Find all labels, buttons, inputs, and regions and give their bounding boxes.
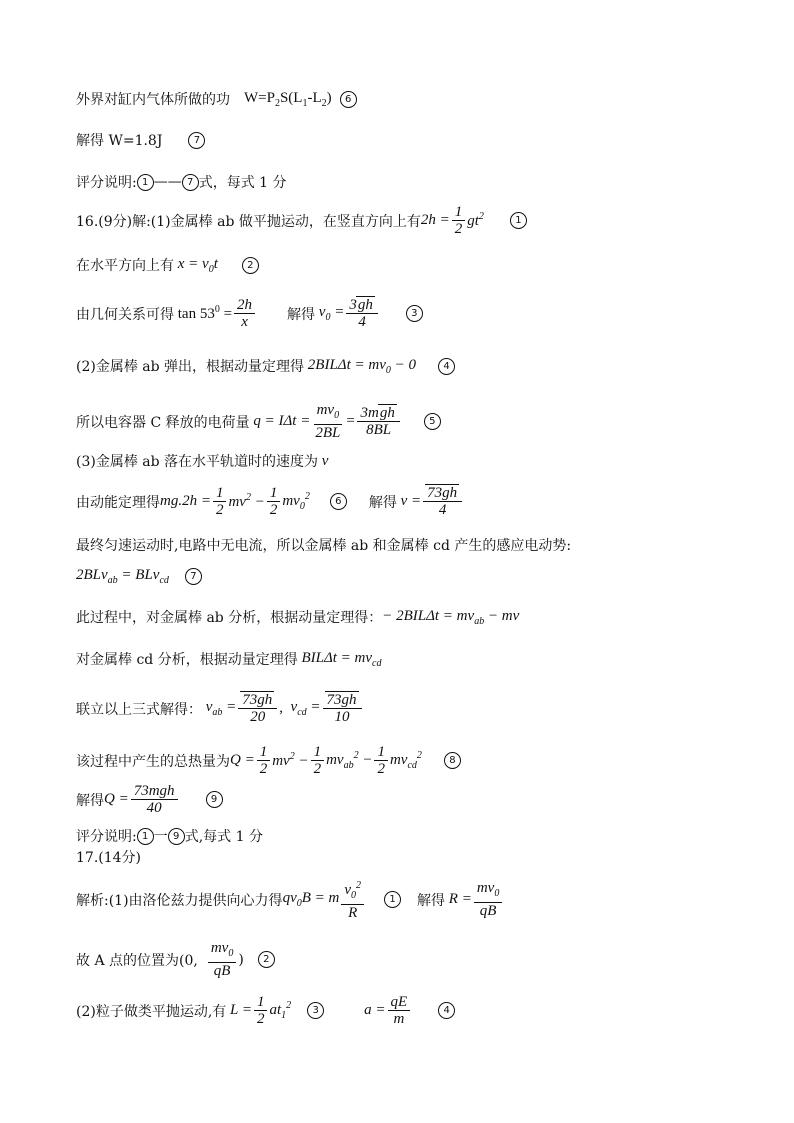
- dash: ——: [153, 174, 182, 190]
- text: 对金属棒 cd 分析，根据动量定理得: [76, 652, 298, 668]
- text: 在水平方向上有: [76, 258, 174, 274]
- line-solve-w: [76, 130, 205, 150]
- line-projectile: (2)粒子做类平抛运动,有 L = $\frac{1}{2}$ $at_1^2$ 3 a = $\frac{qE}{m}$ 4: [76, 994, 455, 1027]
- eq-marker-6: 6: [340, 91, 357, 108]
- text: (2)粒子做类平抛运动,有: [76, 1003, 227, 1020]
- fraction: $\frac{mv_0}{2BL}$: [315, 402, 341, 441]
- text: 此过程中，对金属棒 ab 分析，根据动量定理得：: [76, 610, 383, 626]
- eq-marker-7: 7: [185, 568, 202, 585]
- text: 外界对缸内气体所做的功: [76, 92, 230, 108]
- line-work-done: [76, 89, 357, 109]
- eq-marker-3: 3: [406, 305, 423, 322]
- dash: 一: [153, 829, 168, 845]
- line-scoring-1: [76, 172, 287, 192]
- fraction: $\frac{1}{2}$: [452, 204, 466, 237]
- text2: 解得: [417, 892, 446, 909]
- text: 16.(9分)解:(1)金属棒 ab 做平抛运动，在竖直方向上有: [76, 213, 421, 230]
- eq-marker-1: 1: [384, 891, 401, 908]
- eq-marker-5: 5: [424, 413, 441, 430]
- text: 联立以上三式解得：: [76, 701, 202, 718]
- formula: $x = v_0t$: [174, 255, 218, 275]
- eq-marker-9: 9: [168, 828, 185, 845]
- line-heat: 该过程中产生的总热量为 Q = $\frac{1}{2}$ $mv^2$ − $\frac{1}{2}$ $mv_{ab}^2$ − $\frac{1}{2}$ $mv_{cd}^2$ 8: [76, 744, 461, 777]
- tail: 式,每式 1 分: [184, 829, 263, 845]
- line-geometry: 由几何关系可得 $\tan 53^0$ = $\frac{2h}{x}$ 解得 $v_0$ = $\frac{3gh}{4}$ 3: [76, 297, 423, 330]
- formula: $2BIL\Delta t = mv_0 - 0$: [304, 356, 417, 376]
- fraction: $\frac{\text{3mgh}}{8BL}$: [357, 405, 399, 438]
- formula: $BIL\Delta t = mv_{cd}$: [297, 649, 382, 669]
- line-ab-momentum: [76, 607, 519, 627]
- line-q17-heading: [76, 847, 141, 867]
- line-q16-part1: 16.(9分)解:(1)金属棒 ab 做平抛运动，在竖直方向上有 2h = $\frac{1}{2}$ $gt^2$ 1: [76, 204, 527, 237]
- line-energy: 由动能定理得 mg.2h = $\frac{1}{2}$ $mv^2$ − $\frac{1}{2}$ $mv_0^2$ 6 解得 v = $\frac{73gh}{4}$: [76, 485, 464, 518]
- line-heat-result: 解得 Q = $\frac{\text{73mgh}}{40}$ 9: [76, 783, 223, 816]
- fraction: $\frac{3gh}{4}$: [346, 297, 378, 330]
- text: 评分说明:: [76, 829, 137, 845]
- close: ): [238, 951, 244, 968]
- eq-marker-3: 3: [307, 1002, 324, 1019]
- formula: $\tan 53^0$ =: [174, 304, 233, 322]
- text: 17.(14分): [76, 850, 142, 866]
- text: (2)金属棒 ab 弹出，根据动量定理得: [76, 359, 305, 375]
- eq-marker-9: 9: [206, 791, 223, 808]
- line-scoring-2: [76, 826, 263, 846]
- eq-marker-2: 2: [242, 257, 259, 274]
- formula: mg.2h =: [160, 493, 211, 509]
- line-lorentz: 解析:(1)由洛伦兹力提供向心力得 $qv_0B = m$ $\frac{v_0^2}{R}$ 1 解得 R = $\frac{mv_0}{qB}$: [76, 878, 504, 921]
- text: (3)金属棒 ab 落在水平轨道时的速度为: [76, 454, 319, 470]
- line-steady-state: [76, 535, 571, 555]
- text2: 解得: [368, 494, 397, 511]
- line-charge: 所以电容器 C 释放的电荷量 q = IΔt = $\frac{mv_0}{2BL}$ = $\frac{\text{3mgh}}{8BL}$ 5: [76, 402, 441, 441]
- eq-marker-4: 4: [438, 1002, 455, 1019]
- eq-marker-7: 7: [188, 132, 205, 149]
- eq-marker-1: 1: [137, 174, 154, 191]
- eq-marker-2: 2: [258, 951, 275, 968]
- eq-marker-4: 4: [438, 358, 455, 375]
- eq-marker-6: 6: [330, 493, 347, 510]
- text: 解得: [76, 792, 104, 809]
- formula: 2h =: [420, 212, 450, 228]
- formula: q = IΔt =: [249, 413, 311, 429]
- line-emf-equation: [76, 567, 202, 586]
- text: 由几何关系可得: [76, 306, 174, 323]
- tail: 式，每式 1 分: [198, 175, 287, 191]
- fraction: $\frac{2h}{x}$: [234, 297, 255, 330]
- line-momentum: [76, 356, 455, 376]
- text: 评分说明:: [76, 175, 137, 191]
- eq-marker-1: 1: [137, 828, 154, 845]
- line-point-a: 故 A 点的位置为(0, $\frac{mv_0}{qB}$ ) 2: [76, 940, 275, 979]
- formula: $W=P_2S(L_1-L_2)$: [244, 89, 332, 109]
- formula: − $2BIL\Delta t = mv_{ab}$ − mv: [382, 607, 520, 627]
- eq-marker-8: 8: [444, 752, 461, 769]
- text: 该过程中产生的总热量为: [76, 753, 230, 770]
- line-combined: 联立以上三式解得： $v_{ab}$ = $\frac{73gh}{20}$ , $v_{cd}$ = $\frac{73gh}{10}$: [76, 692, 364, 725]
- text: 解得 W=1.8J: [76, 133, 163, 149]
- line-cd-momentum: [76, 649, 382, 669]
- eq-marker-1: 1: [510, 212, 527, 229]
- formula: 2BLv$_{ab}$ = BLv$_{cd}$: [76, 567, 169, 586]
- text: 解析:(1)由洛伦兹力提供向心力得: [76, 892, 283, 909]
- text2: 解得: [287, 306, 316, 323]
- line-landing-speed: (3)金属棒 ab 落在水平轨道时的速度为 v: [76, 452, 329, 470]
- text: 最终匀速运动时,电路中无电流，所以金属棒 ab 和金属棒 cd 产生的感应电动势:: [76, 538, 572, 554]
- text: 所以电容器 C 释放的电荷量: [76, 414, 250, 431]
- text: 由动能定理得: [76, 494, 160, 511]
- eq-marker-7: 7: [182, 174, 199, 191]
- line-horizontal: [76, 255, 259, 275]
- text: 故 A 点的位置为(0,: [76, 952, 198, 969]
